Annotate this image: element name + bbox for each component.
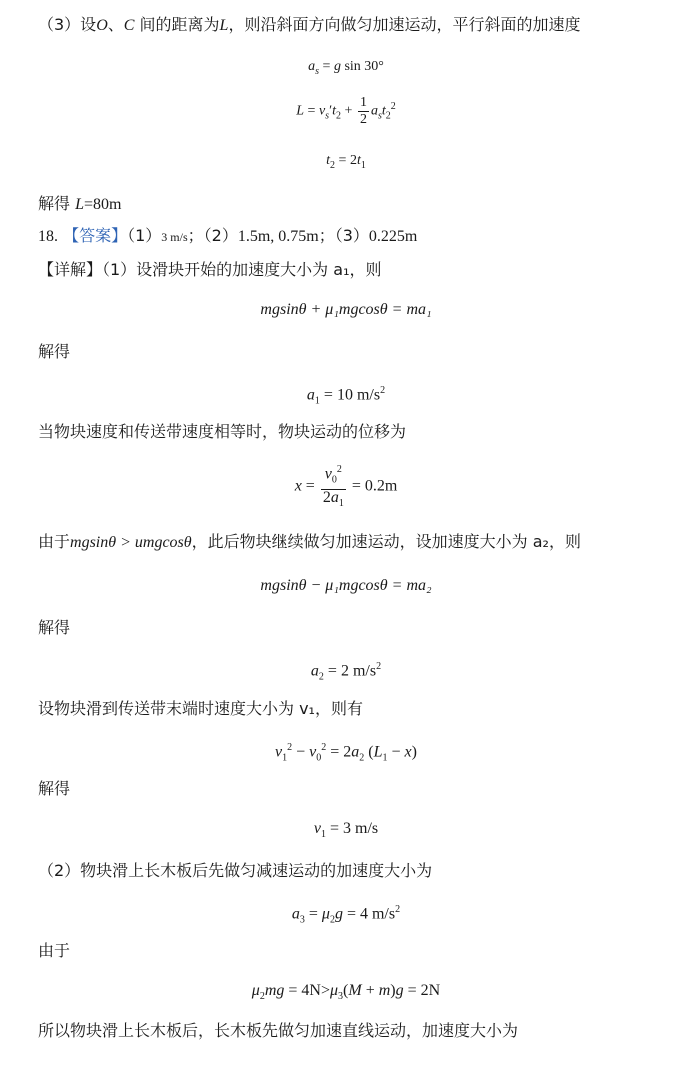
- acceleration-text: ，则沿斜面方向做匀加速运动，平行斜面的加速度: [228, 15, 581, 34]
- point-o: O: [96, 17, 108, 34]
- equation-friction-compare: $\mu_2mg = 4N>\mu_3(M + m)g = 2N$: [251, 982, 441, 1003]
- point-c: C: [123, 17, 135, 34]
- solve-label: 解得: [38, 194, 71, 213]
- text-line-displacement-intro: 当物块速度和传送带速度相等时，物块运动的位移为: [38, 422, 407, 441]
- equation-v1: $v_1 = 3$ m/s: [313, 820, 379, 841]
- since-label: 由于: [38, 532, 71, 551]
- answer-part3-label: ；（3）: [318, 226, 369, 245]
- text-line-conclusion: 所以物块滑上长木板后，长木板先做匀加速直线运动，加速度大小为: [38, 1021, 519, 1040]
- text-line-part3-intro: [38, 14, 580, 37]
- equation-a1: $a_1 = 10$ $m/s^2$: [306, 385, 386, 407]
- answer-part3-value: 0.225m: [368, 228, 418, 245]
- since-text: ，此后物块继续做匀加速运动，设加速度大小为 a₂，则: [191, 532, 581, 551]
- l-value: =80m: [84, 196, 122, 213]
- equation-force-1: mgsinθ + μ₁mgcosθ = ma₁: [260, 301, 432, 318]
- equation-force-2: mgsinθ − μ₁mgcosθ = ma₂: [260, 577, 432, 594]
- answer-part1-value: 3 m/s: [161, 230, 188, 244]
- text-line-answer-18: [38, 225, 417, 248]
- text-line-solve-l: [38, 193, 121, 216]
- text-line-solve-3: 解得: [38, 779, 71, 798]
- separator: 、: [107, 15, 124, 34]
- equation-a2: $a_2 = 2$ $m/s^2$: [310, 661, 382, 683]
- equation-as: $a_s = g$ sin 30°: [308, 59, 384, 77]
- text-line-since: [38, 531, 581, 554]
- answer-part2-value: 1.5m, 0.75m: [237, 228, 319, 245]
- answer-part2-label: ；（2）: [187, 226, 238, 245]
- var-l-result: L: [75, 196, 85, 213]
- equation-v1-kinematics: $v_1^2 - v_0^2 = 2a_2$ $(L_1 - x)$: [275, 742, 417, 764]
- answer-tag: 【答案】: [63, 226, 128, 245]
- text-line-solve-2: 解得: [38, 618, 71, 637]
- text-line-since-2: 由于: [38, 941, 71, 960]
- text-line-solve-1: 解得: [38, 342, 71, 361]
- text-line-detail-intro: 【详解】（1）设滑块开始的加速度大小为 a₁，则: [38, 260, 382, 279]
- var-l: L: [219, 17, 229, 34]
- answer-part1-label: （1）: [127, 226, 162, 245]
- equation-l-kinematics: $L = v_s't_2$ + $\frac{1}{2}$ $a_st_2^2$: [296, 95, 396, 127]
- part3-label: （3）设: [38, 15, 97, 34]
- text-line-part2-intro: （2）物块滑上长木板后先做匀减速运动的加速度大小为: [38, 861, 433, 880]
- equation-x: x = $\frac{v_0^2}{2a_1}$ = 0.2m: [294, 464, 398, 509]
- distance-text: 间的距离为: [134, 15, 220, 34]
- equation-a3: $a_3 = \mu_2g = 4$ $m/s^2$: [291, 904, 401, 926]
- inequality-expr: mgsinθ > umgcosθ: [70, 534, 192, 551]
- question-number: 18.: [38, 228, 58, 245]
- text-line-end-velocity: 设物块滑到传送带末端时速度大小为 v₁，则有: [38, 699, 363, 718]
- equation-t2: $t_2 = 2t_1$: [326, 153, 366, 171]
